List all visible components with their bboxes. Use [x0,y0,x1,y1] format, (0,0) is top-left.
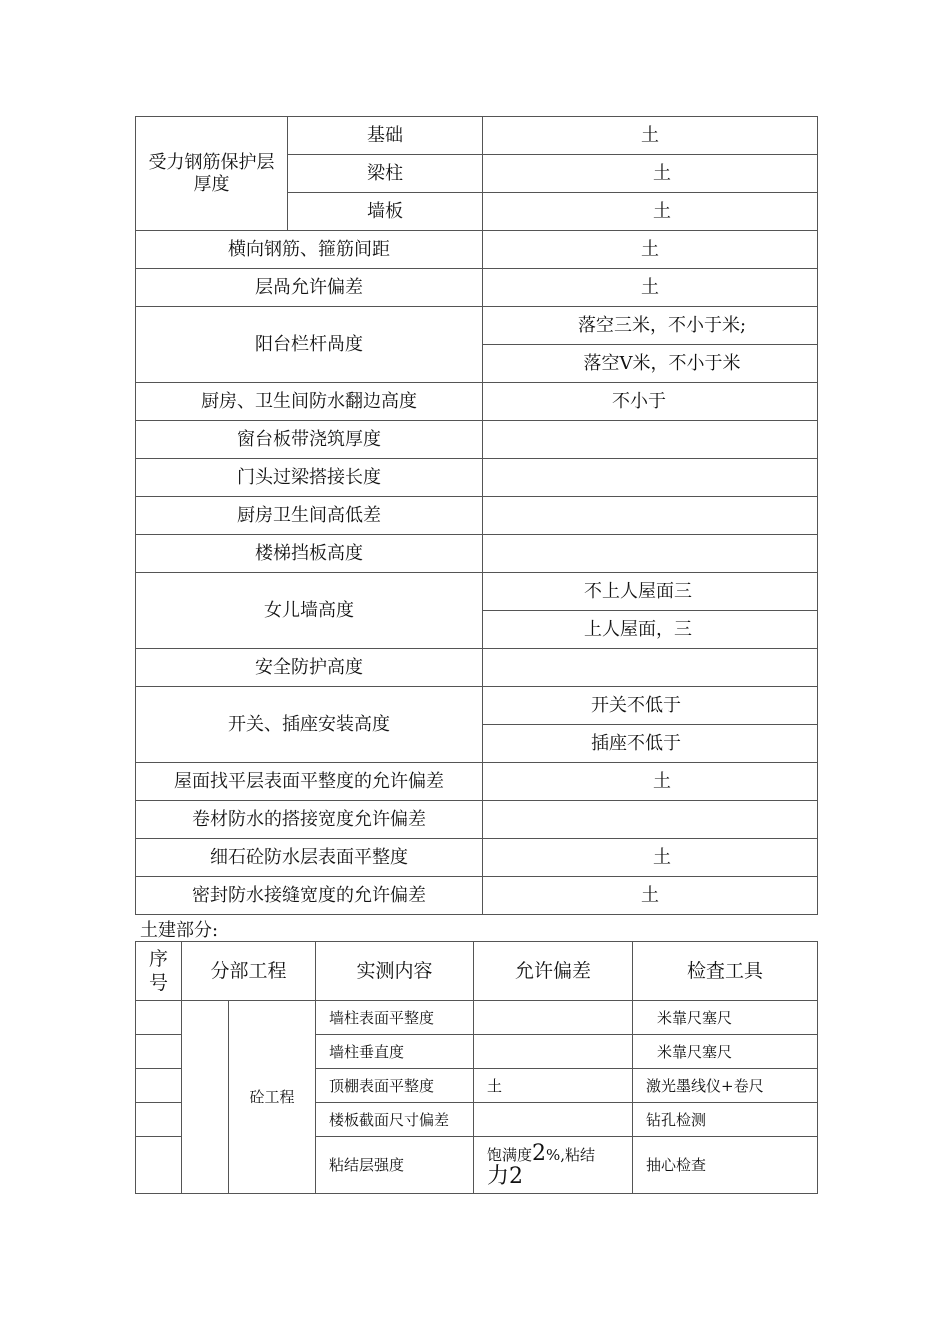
row-value: 插座不低于 [483,725,818,763]
row-value: 土 [483,877,818,915]
tolerance-cell [474,1137,633,1194]
row-name: 墙板 [288,193,483,231]
row-value: 土 [483,193,818,231]
content-cell: 粘结层强度 [316,1137,474,1194]
row-name: 屋面找平层表面平整度的允许偏差 [136,763,483,801]
row-value: 落空V米，不小于米 [483,345,818,383]
row-value: 土 [483,839,818,877]
row-name: 安全防护高度 [136,649,483,687]
tolerance-cell [474,1001,633,1035]
row-value: 落空三米，不小于米; [483,307,818,345]
section-caption: 土建部分: [140,920,219,941]
row-value [483,497,818,535]
header-seq: 序号 [136,942,182,1001]
tolerance-cell [474,1103,633,1137]
row-value: 土 [483,231,818,269]
row-value [483,459,818,497]
tolerance-text-b: 2 [532,1141,547,1166]
row-value: 土 [483,269,818,307]
content-cell: 墙柱表面平整度 [316,1001,474,1035]
tolerance-text-a: 饱满度 [487,1146,533,1164]
row-value [483,801,818,839]
row-value: 不上人屋面三 [483,573,818,611]
quality-table [135,116,818,915]
tool-cell: 钻孔检测 [633,1103,818,1137]
rebar-cover-label: 受力钢筋保护层厚度 [136,117,288,231]
row-name: 梁柱 [288,155,483,193]
row-value [483,535,818,573]
content-cell: 墙柱垂直度 [316,1035,474,1069]
tolerance-text-c: %,粘结 [546,1146,596,1164]
tolerance-cell [474,1035,633,1069]
group-cell: 砼工程 [229,1001,316,1194]
row-name: 开关、插座安装高度 [136,687,483,763]
content-cell: 顶棚表面平整度 [316,1069,474,1103]
row-value [483,649,818,687]
row-name: 细石砼防水层表面平整度 [136,839,483,877]
tool-cell: 米靠尺塞尺 [633,1001,818,1035]
tool-cell: 米靠尺塞尺 [633,1035,818,1069]
tool-cell: 抽心检查 [633,1137,818,1194]
header-tool: 检査工具 [633,942,818,1001]
row-name: 厨房卫生间高低差 [136,497,483,535]
row-name: 阳台栏杆咼度 [136,307,483,383]
header-content: 实测内容 [316,942,474,1001]
row-value: 上人屋面，三 [483,611,818,649]
part-cell [182,1001,229,1194]
row-value: 土 [483,763,818,801]
row-name: 厨房、卫生间防水翻边高度 [136,383,483,421]
row-name: 层咼允许偏差 [136,269,483,307]
row-name: 卷材防水的搭接宽度允许偏差 [136,801,483,839]
header-part: 分部工程 [182,942,316,1001]
seq-cell [136,1069,182,1103]
row-value: 土 [483,117,818,155]
header-tolerance: 允许偏差 [474,942,633,1001]
seq-cell [136,1001,182,1035]
row-name: 窗台板带浇筑厚度 [136,421,483,459]
row-name: 基础 [288,117,483,155]
row-name: 女儿墙高度 [136,573,483,649]
row-name: 门头过梁搭接长度 [136,459,483,497]
row-value: 不小于 [483,383,818,421]
tolerance-text-d: 力2 [487,1164,524,1189]
seq-cell [136,1035,182,1069]
row-name: 横向钢筋、箍筋间距 [136,231,483,269]
seq-cell [136,1103,182,1137]
tolerance-cell: 土 [474,1069,633,1103]
row-value [483,421,818,459]
content-cell: 楼板截面尺寸偏差 [316,1103,474,1137]
row-value: 开关不低于 [483,687,818,725]
row-value: 土 [483,155,818,193]
seq-cell [136,1137,182,1194]
civil-works-table [135,941,818,1194]
row-name: 楼梯挡板高度 [136,535,483,573]
tool-cell: 激光墨线仪+卷尺 [633,1069,818,1103]
row-name: 密封防水接缝宽度的允许偏差 [136,877,483,915]
